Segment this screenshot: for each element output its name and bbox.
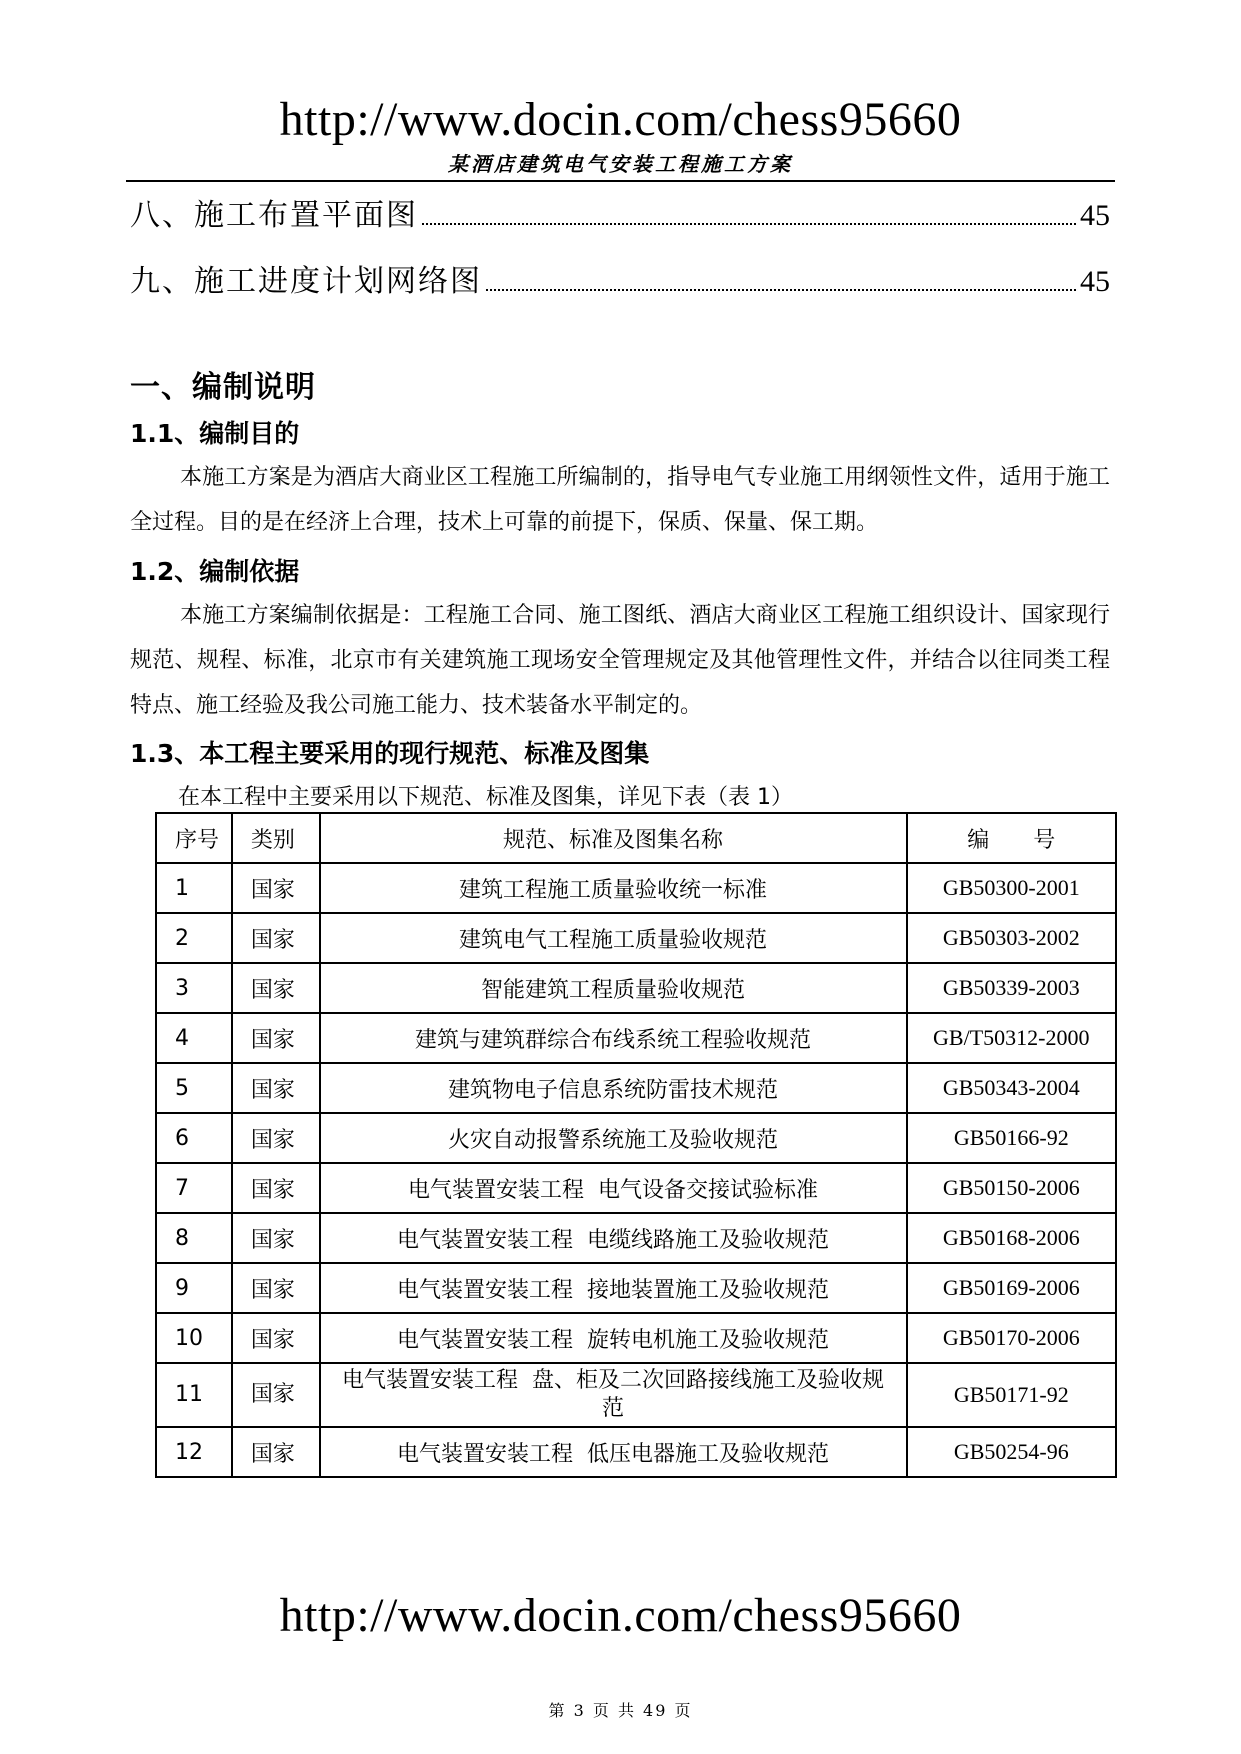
table-row <box>156 1363 1116 1427</box>
cell-num: 7 <box>156 1163 232 1213</box>
toc-dot-leader <box>422 223 1076 225</box>
subsection-heading: 1.2、编制依据 <box>130 557 300 586</box>
subsection-heading: 1.3、本工程主要采用的现行规范、标准及图集 <box>130 739 650 768</box>
table-row <box>156 1013 1116 1063</box>
table-row <box>156 1427 1116 1477</box>
section-heading: 一、编制说明 <box>130 370 316 405</box>
cell-num: 4 <box>156 1013 232 1063</box>
cell-type: 国家 <box>232 1427 320 1477</box>
cell-type: 国家 <box>232 1063 320 1113</box>
paragraph-purpose <box>130 455 1110 545</box>
cell-type: 国家 <box>232 1263 320 1313</box>
cell-code: GB50168-2006 <box>907 1213 1116 1263</box>
cell-code: GB50300-2001 <box>907 863 1116 913</box>
cell-num: 12 <box>156 1427 232 1477</box>
cell-name: 智能建筑工程质量验收规范 <box>320 963 907 1013</box>
cell-num: 3 <box>156 963 232 1013</box>
table-row <box>156 863 1116 913</box>
cell-type: 国家 <box>232 1213 320 1263</box>
cell-code: GB/T50312-2000 <box>907 1013 1116 1063</box>
page-number: 第 3 页 共 49 页 <box>548 1701 693 1720</box>
cell-name: 电气装置安装工程 接地装置施工及验收规范 <box>320 1263 907 1313</box>
cell-code: GB50169-2006 <box>907 1263 1116 1313</box>
toc-entry-label: 八、施工布置平面图 <box>130 198 418 233</box>
cell-num: 1 <box>156 863 232 913</box>
table-header-row <box>156 813 1116 863</box>
cell-type: 国家 <box>232 1363 320 1427</box>
table-row <box>156 1063 1116 1113</box>
cell-num: 5 <box>156 1063 232 1113</box>
cell-type: 国家 <box>232 963 320 1013</box>
cell-name: 电气装置安装工程 盘、柜及二次回路接线施工及验收规范 <box>320 1363 907 1427</box>
cell-type: 国家 <box>232 1163 320 1213</box>
cell-num: 6 <box>156 1113 232 1163</box>
watermark-url-top[interactable]: http://www.docin.com/chess95660 <box>279 93 962 146</box>
cell-code: GB50303-2002 <box>907 913 1116 963</box>
toc-entry-label: 九、施工进度计划网络图 <box>130 264 482 299</box>
table-row <box>156 1313 1116 1363</box>
cell-name: 电气装置安装工程 低压电器施工及验收规范 <box>320 1427 907 1477</box>
cell-name: 建筑与建筑群综合布线系统工程验收规范 <box>320 1013 907 1063</box>
cell-code: GB50254-96 <box>907 1427 1116 1477</box>
column-header-type: 类别 <box>232 813 320 863</box>
paragraph-text: 本施工方案编制依据是：工程施工合同、施工图纸、酒店大商业区工程施工组织设计、国家现行规范、规程、标准，北京市有关建筑施工现场安全管理规定及其他管理性文件，并结合以往同类工程特点、施工经验及我公司施工能力、技术装备水平制定的。 <box>130 603 1110 718</box>
toc-entry-page: 45 <box>1080 199 1110 232</box>
toc-entry-page: 45 <box>1080 265 1110 298</box>
document-header-title: 某酒店建筑电气安装工程施工方案 <box>448 152 793 176</box>
column-header-num: 序号 <box>156 813 232 863</box>
table-row <box>156 1113 1116 1163</box>
table-row <box>156 1263 1116 1313</box>
cell-num: 11 <box>156 1363 232 1427</box>
watermark-url-bottom[interactable]: http://www.docin.com/chess95660 <box>279 1589 962 1642</box>
paragraph-text: 本施工方案是为酒店大商业区工程施工所编制的，指导电气专业施工用纲领性文件，适用于施工全过程。目的是在经济上合理，技术上可靠的前提下，保质、保量、保工期。 <box>130 465 1110 535</box>
cell-code: GB50150-2006 <box>907 1163 1116 1213</box>
table-row <box>156 1213 1116 1263</box>
toc-entry[interactable] <box>130 262 1110 302</box>
cell-name: 火灾自动报警系统施工及验收规范 <box>320 1113 907 1163</box>
cell-num: 2 <box>156 913 232 963</box>
cell-name: 建筑工程施工质量验收统一标准 <box>320 863 907 913</box>
cell-name: 电气装置安装工程 电气设备交接试验标准 <box>320 1163 907 1213</box>
toc-dot-leader <box>486 289 1076 291</box>
cell-name: 电气装置安装工程 电缆线路施工及验收规范 <box>320 1213 907 1263</box>
subsection-heading: 1.1、编制目的 <box>130 419 300 448</box>
cell-name: 建筑物电子信息系统防雷技术规范 <box>320 1063 907 1113</box>
cell-code: GB50339-2003 <box>907 963 1116 1013</box>
table-intro-text: 在本工程中主要采用以下规范、标准及图集，详见下表（表 1） <box>178 785 793 810</box>
cell-type: 国家 <box>232 863 320 913</box>
paragraph-basis <box>130 593 1110 728</box>
cell-name: 电气装置安装工程 旋转电机施工及验收规范 <box>320 1313 907 1363</box>
cell-type: 国家 <box>232 913 320 963</box>
cell-code: GB50170-2006 <box>907 1313 1116 1363</box>
table-row <box>156 963 1116 1013</box>
toc-entry[interactable] <box>130 196 1110 236</box>
cell-code: GB50343-2004 <box>907 1063 1116 1113</box>
cell-num: 10 <box>156 1313 232 1363</box>
header-divider <box>126 180 1115 182</box>
cell-num: 8 <box>156 1213 232 1263</box>
cell-num: 9 <box>156 1263 232 1313</box>
column-header-name: 规范、标准及图集名称 <box>320 813 907 863</box>
cell-type: 国家 <box>232 1313 320 1363</box>
cell-type: 国家 <box>232 1013 320 1063</box>
table-row <box>156 913 1116 963</box>
cell-code: GB50166-92 <box>907 1113 1116 1163</box>
cell-code: GB50171-92 <box>907 1363 1116 1427</box>
column-header-code: 编 号 <box>907 813 1116 863</box>
table-row <box>156 1163 1116 1213</box>
standards-table <box>155 812 1117 1478</box>
cell-name: 建筑电气工程施工质量验收规范 <box>320 913 907 963</box>
cell-type: 国家 <box>232 1113 320 1163</box>
